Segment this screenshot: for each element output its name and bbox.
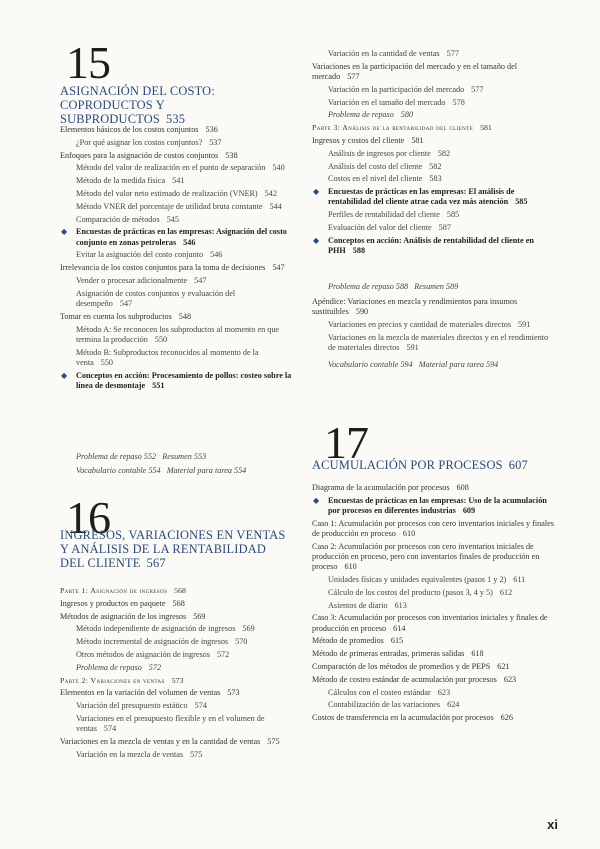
toc-entry[interactable] xyxy=(312,700,557,710)
diamond-bullet-icon: ◆ xyxy=(313,187,320,197)
toc-entry[interactable] xyxy=(312,588,557,598)
toc-entry-page: 582 xyxy=(429,161,442,171)
toc-entry-text: Problema de repaso xyxy=(76,662,142,672)
toc-entry-page: 548 xyxy=(178,311,192,321)
toc-entry[interactable] xyxy=(60,688,292,698)
toc-entry-text: Variaciones en la mezcla de materiales directos y en el rendimiento de materiales directos xyxy=(328,332,549,352)
toc-entry[interactable] xyxy=(312,49,557,59)
toc-entry-text: Irrelevancia de los costos conjuntos para la toma de decisiones xyxy=(60,263,266,273)
toc-entry-text: Parte 1: Asignación de ingresos xyxy=(60,586,168,595)
toc-entry[interactable] xyxy=(60,737,292,747)
diamond-bullet-icon: ◆ xyxy=(313,495,320,505)
toc-entry[interactable] xyxy=(312,636,557,646)
chapter-17-page: 607 xyxy=(508,458,528,472)
toc-entry-page: 547 xyxy=(272,263,285,273)
summary-page: 553 xyxy=(193,452,207,461)
toc-entry[interactable] xyxy=(60,138,292,148)
toc-entry-page: 573 xyxy=(227,688,240,698)
toc-entry[interactable] xyxy=(312,688,557,698)
toc-entry[interactable] xyxy=(60,289,292,309)
toc-entry[interactable] xyxy=(312,62,557,82)
toc-entry[interactable] xyxy=(312,519,557,539)
toc-entry-page: 536 xyxy=(205,125,218,134)
toc-entry-text: Método independiente de asignación de ingresos xyxy=(76,624,236,634)
toc-entry[interactable] xyxy=(60,189,292,199)
toc-entry[interactable] xyxy=(312,483,557,493)
toc-entry-text: Método del valor neto estimado de realización (VNER) xyxy=(76,188,258,198)
toc-entry-page: 573 xyxy=(171,675,184,685)
toc-entry-text: Conceptos en acción: Procesamiento de pollos: costeo sobre la línea de desmontaje xyxy=(76,370,292,390)
toc-entry-page: 582 xyxy=(437,148,451,158)
toc-entry[interactable] xyxy=(60,325,292,345)
review-label[interactable]: Problema de repaso xyxy=(76,452,142,461)
toc-entry-text: Evaluación del valor del cliente xyxy=(328,222,432,232)
toc-entry[interactable] xyxy=(312,174,557,184)
toc-entry[interactable] xyxy=(60,371,292,391)
toc-entry-text: Variaciones en la mezcla de ventas y en la cantidad de ventas xyxy=(60,736,261,746)
summary-page: 589 xyxy=(445,282,459,291)
toc-entry-text: Método de promedios xyxy=(312,636,384,646)
toc-entry-page: 568 xyxy=(174,586,186,595)
toc-entry[interactable] xyxy=(312,223,557,233)
toc-entry-text: Método de costeo estándar de acumulación por procesos xyxy=(312,674,497,684)
toc-entry-page: 590 xyxy=(355,307,369,317)
page-number: xi xyxy=(547,817,558,832)
toc-entry-text: Método A: Se reconocen los subproductos al momento en que termina la producción xyxy=(76,324,280,344)
toc-entry-text: Vender o procesar adicionalmente xyxy=(76,275,188,285)
toc-entry-page: 550 xyxy=(100,357,114,367)
toc-entry-page: 591 xyxy=(518,320,531,329)
toc-entry-text: Caso 3: Acumulación por procesos con inventarios iniciales y finales de producción en proceso xyxy=(312,613,548,633)
chapter-15-number: 15 xyxy=(66,37,110,88)
toc-entry-text: Costos de transferencia en la acumulación por procesos xyxy=(312,713,494,723)
toc-entry[interactable] xyxy=(312,187,557,207)
toc-entry-page: 612 xyxy=(499,587,513,597)
toc-entry[interactable] xyxy=(312,136,557,146)
vocab-page: 594 xyxy=(400,360,413,369)
toc-entry-text: Asignación de costos conjuntos y evaluación del desempeño xyxy=(76,288,236,308)
toc-entry[interactable] xyxy=(60,348,292,368)
toc-entry-text: Análisis del costo del cliente xyxy=(328,161,423,171)
toc-entry[interactable] xyxy=(60,163,292,173)
toc-entry[interactable] xyxy=(60,125,292,135)
toc-entry-text: Comparación de métodos xyxy=(76,214,160,224)
toc-entry-text: Ingresos y productos en paquete xyxy=(60,598,166,608)
chapter-15-title-line1: ASIGNACIÓN DEL COSTO: xyxy=(60,84,215,98)
toc-entry-page: 540 xyxy=(272,163,285,173)
toc-entry-page: 542 xyxy=(264,188,277,198)
toc-entry[interactable] xyxy=(60,263,292,273)
toc-entry-text: Método del valor de realización en el punto de separación xyxy=(76,163,266,173)
toc-entry[interactable] xyxy=(312,98,557,108)
toc-entry-text: Cálculos con el costeo estándar xyxy=(328,687,431,697)
toc-part-heading[interactable] xyxy=(60,586,292,596)
chapter-16-title-line3: DEL CLIENTE xyxy=(60,556,141,570)
toc-entry[interactable] xyxy=(312,149,557,159)
toc-entry-text: Variaciones en el presupuesto flexible y en el volumen de ventas xyxy=(76,713,265,734)
toc-entry-text: Caso 1: Acumulación por procesos con cero inventarios iniciales y finales de producción en proceso xyxy=(312,518,554,538)
toc-entry-text: Variación en la participación del mercado xyxy=(328,84,465,94)
toc-entry-page: 544 xyxy=(269,201,282,211)
diamond-bullet-icon: ◆ xyxy=(313,235,320,245)
toc-entry-page: 626 xyxy=(500,713,513,723)
toc-entry[interactable] xyxy=(312,85,557,95)
toc-entry-page: 611 xyxy=(513,575,526,584)
toc-entry-page: 583 xyxy=(429,174,442,184)
toc-entry-text: Parte 3: Análisis de la rentabilidad del cliente xyxy=(312,123,474,133)
toc-part-heading[interactable] xyxy=(312,123,557,133)
toc-entry-text: Contabilización de las variaciones xyxy=(328,700,441,710)
toc-entry-text: Variación en el tamaño del mercado xyxy=(328,97,446,107)
toc-entry-text: Apéndice: Variaciones en mezcla y rendimientos para insumos sustituibles xyxy=(312,297,518,317)
toc-entry[interactable] xyxy=(312,496,557,516)
homework-label[interactable]: Material para tarea xyxy=(166,466,232,476)
toc-entry-text: Encuestas de prácticas en las empresas: El análisis de rentabilidad del cliente atrae cada vez más atención xyxy=(328,187,515,207)
chapter-16-review-2 xyxy=(328,360,558,370)
toc-entry-text: Encuestas de prácticas en las empresas: Uso de la acumulación por procesos en diferentes industrias xyxy=(328,495,547,515)
chapter-16-page: 567 xyxy=(146,556,166,570)
toc-entry[interactable] xyxy=(312,320,557,330)
toc-entry-page: 574 xyxy=(194,701,207,711)
toc-entry[interactable] xyxy=(60,750,292,760)
toc-entry-page: 578 xyxy=(452,97,465,107)
toc-entry-page: 551 xyxy=(152,380,165,390)
chapter-15-review xyxy=(76,452,296,476)
toc-entry-text: Métodos de asignación de los ingresos xyxy=(60,611,187,621)
toc-entry[interactable] xyxy=(60,663,292,673)
chapter-15-toc xyxy=(60,125,292,394)
toc-entry-text: Análisis de ingresos por cliente xyxy=(328,148,431,158)
toc-entry-text: Elementos en la variación del volumen de ventas xyxy=(60,688,221,698)
chapter-16-title-line2: Y ANÁLISIS DE LA RENTABILIDAD xyxy=(60,542,267,556)
chapter-16-appendix xyxy=(312,297,557,356)
toc-entry-page: 538 xyxy=(225,150,238,160)
toc-entry-page: 574 xyxy=(103,724,117,734)
toc-entry[interactable] xyxy=(60,701,292,711)
toc-entry-page: 550 xyxy=(154,334,168,344)
toc-entry-page: 585 xyxy=(446,210,460,220)
toc-entry-text: Cálculo de los costos del producto (pasos 3, 4 y 5) xyxy=(328,587,493,597)
toc-entry-page: 569 xyxy=(242,624,255,634)
toc-entry[interactable] xyxy=(60,650,292,660)
vocab-label[interactable]: Vocabulario contable xyxy=(328,360,399,369)
toc-entry-page: 608 xyxy=(456,483,469,492)
toc-entry-text: Variación en la cantidad de ventas xyxy=(328,49,440,58)
toc-entry[interactable] xyxy=(60,202,292,212)
toc-entry-page: 614 xyxy=(393,623,406,633)
toc-entry-text: Tomar en cuenta los subproductos xyxy=(60,311,172,321)
toc-entry-text: Método incremental de asignación de ingresos xyxy=(76,637,229,647)
chapter-17-number: 17 xyxy=(324,417,368,468)
toc-entry-page: 613 xyxy=(394,600,407,610)
toc-entry-page: 609 xyxy=(462,506,476,515)
toc-entry-text: Enfoques para la asignación de costos conjuntos xyxy=(60,150,219,160)
toc-entry-text: Diagrama de la acumulación por procesos xyxy=(312,483,450,492)
homework-label[interactable]: Material para tarea xyxy=(418,360,484,369)
toc-entry-page: 577 xyxy=(347,72,360,81)
toc-entry[interactable] xyxy=(60,637,292,647)
toc-entry-page: 591 xyxy=(406,343,419,352)
toc-entry[interactable] xyxy=(60,276,292,286)
chapter-15-page: 535 xyxy=(165,112,186,126)
toc-entry-text: Variación del presupuesto estático xyxy=(76,701,188,711)
toc-entry-text: Variaciones en la participación del mercado y en el tamaño del mercado xyxy=(312,61,518,81)
toc-entry-page: 547 xyxy=(119,298,133,308)
toc-entry-page: 587 xyxy=(438,222,451,232)
toc-entry-page: 575 xyxy=(190,749,203,759)
toc-entry-text: Encuestas de prácticas en las empresas: Asignación del costo conjunto en zonas petroleras xyxy=(76,227,287,247)
toc-entry-page: 610 xyxy=(344,562,357,572)
toc-entry-page: 546 xyxy=(210,250,223,260)
chapter-16-toc-continued xyxy=(312,49,557,259)
homework-page: 594 xyxy=(485,360,499,369)
toc-entry[interactable] xyxy=(60,250,292,260)
toc-entry-page: 623 xyxy=(503,674,517,684)
toc-entry-page: 570 xyxy=(235,637,248,647)
toc-entry[interactable] xyxy=(60,612,292,622)
diamond-bullet-icon: ◆ xyxy=(61,370,68,380)
toc-entry-text: Parte 2: Variaciones en ventas xyxy=(60,675,165,685)
toc-entry-page: 621 xyxy=(497,661,510,671)
review-page: 552 xyxy=(143,452,157,461)
toc-entry-text: Comparación de los métodos de promedios y de PEPS xyxy=(312,661,491,671)
review-page: 588 xyxy=(395,282,409,291)
toc-entry[interactable] xyxy=(60,599,292,609)
toc-entry-page: 546 xyxy=(183,237,196,247)
chapter-16-number: 16 xyxy=(66,492,110,543)
toc-entry-page: 588 xyxy=(352,245,366,255)
chapter-16-title xyxy=(60,528,290,570)
toc-entry-page: 580 xyxy=(400,110,414,120)
toc-entry-page: 572 xyxy=(216,649,230,659)
chapter-16-review xyxy=(328,282,558,292)
toc-entry[interactable] xyxy=(60,227,292,247)
toc-entry[interactable] xyxy=(312,297,557,317)
chapter-16-toc xyxy=(60,586,292,763)
toc-entry[interactable] xyxy=(60,312,292,322)
toc-entry-text: Otros métodos de asignación de ingresos xyxy=(76,649,210,659)
toc-entry[interactable] xyxy=(60,151,292,161)
toc-entry[interactable] xyxy=(60,624,292,634)
toc-part-heading[interactable] xyxy=(60,676,292,686)
toc-entry-page: 568 xyxy=(172,598,185,608)
toc-entry[interactable] xyxy=(312,210,557,220)
toc-entry-text: Conceptos en acción: Análisis de rentabilidad del cliente en PHH xyxy=(328,235,534,255)
toc-entry[interactable] xyxy=(60,176,292,186)
toc-entry-page: 569 xyxy=(193,611,206,621)
toc-entry[interactable] xyxy=(312,575,557,585)
toc-entry[interactable] xyxy=(312,110,557,120)
toc-entry-text: Asientos de diario xyxy=(328,600,388,610)
toc-entry-page: 537 xyxy=(209,137,222,147)
chapter-15-title xyxy=(60,84,290,126)
toc-entry-text: Variación en la mezcla de ventas xyxy=(76,749,184,759)
vocab-label[interactable]: Vocabulario contable xyxy=(76,466,147,476)
toc-entry-text: Problema de repaso xyxy=(328,110,394,120)
toc-entry-page: 624 xyxy=(447,700,460,710)
toc-entry-text: Costos en el nivel del cliente xyxy=(328,174,423,184)
chapter-16-title-line1: INGRESOS, VARIACIONES EN VENTAS xyxy=(60,528,286,542)
vocab-page: 554 xyxy=(148,466,161,476)
chapter-17-title-text: ACUMULACIÓN POR PROCESOS xyxy=(312,458,503,472)
toc-entry-page: 545 xyxy=(166,214,179,224)
toc-entry-text: Unidades físicas y unidades equivalentes (pasos 1 y 2) xyxy=(328,575,507,584)
toc-entry[interactable] xyxy=(312,162,557,172)
toc-entry-page: 581 xyxy=(411,135,424,145)
toc-entry-text: Caso 2: Acumulación por procesos con cero inventarios iniciales de producción en proceso, pero con inventarios finales de producción en proceso xyxy=(312,541,540,572)
toc-entry-page: 618 xyxy=(471,649,484,659)
toc-entry[interactable] xyxy=(60,215,292,225)
toc-entry[interactable] xyxy=(312,713,557,723)
toc-entry-page: 581 xyxy=(480,123,492,133)
toc-entry-text: Elementos básicos de los costos conjuntos xyxy=(60,125,199,134)
chapter-17-title xyxy=(312,458,557,472)
toc-entry-text: Evitar la asignación del costo conjunto xyxy=(76,250,204,260)
toc-entry-page: 547 xyxy=(194,275,207,285)
toc-entry-page: 541 xyxy=(172,176,185,186)
toc-entry-text: Variaciones en precios y cantidad de materiales directos xyxy=(328,320,512,329)
chapter-17-toc xyxy=(312,483,557,726)
toc-entry-page: 577 xyxy=(446,49,459,58)
toc-entry-page: 623 xyxy=(437,687,451,697)
toc-entry[interactable] xyxy=(312,613,557,633)
chapter-15-title-line2: COPRODUCTOS Y SUBPRODUCTOS xyxy=(60,98,165,126)
toc-entry-page: 610 xyxy=(402,529,416,538)
review-label[interactable]: Problema de repaso xyxy=(328,282,394,291)
summary-label[interactable]: Resumen xyxy=(414,282,444,291)
diamond-bullet-icon: ◆ xyxy=(61,227,68,237)
toc-entry[interactable] xyxy=(60,714,292,734)
toc-entry-page: 572 xyxy=(148,662,162,672)
homework-page: 554 xyxy=(233,466,247,476)
toc-entry-text: Método de primeras entradas, primeras salidas xyxy=(312,649,465,659)
toc-entry[interactable] xyxy=(312,675,557,685)
toc-entry[interactable] xyxy=(312,333,557,353)
toc-entry-page: 585 xyxy=(515,197,528,207)
toc-entry-text: ¿Por qué asignar los costos conjuntos? xyxy=(76,137,203,147)
toc-entry-text: Ingresos y costos del cliente xyxy=(312,135,405,145)
toc-entry-text: Método de la medida física xyxy=(76,176,166,186)
toc-entry-page: 575 xyxy=(267,736,280,746)
toc-entry-text: Método B: Subproductos reconocidos al momento de la venta xyxy=(76,347,259,367)
toc-entry[interactable] xyxy=(312,542,557,573)
toc-entry-page: 577 xyxy=(471,84,484,94)
summary-label[interactable]: Resumen xyxy=(162,452,192,461)
toc-entry[interactable] xyxy=(312,649,557,659)
toc-entry[interactable] xyxy=(312,662,557,672)
toc-entry-page: 615 xyxy=(390,636,404,646)
toc-entry[interactable] xyxy=(312,236,557,256)
toc-entry-text: Perfiles de rentabilidad del cliente xyxy=(328,210,440,220)
toc-entry-text: Método VNER del porcentaje de utilidad bruta constante xyxy=(76,201,263,211)
toc-entry[interactable] xyxy=(312,601,557,611)
